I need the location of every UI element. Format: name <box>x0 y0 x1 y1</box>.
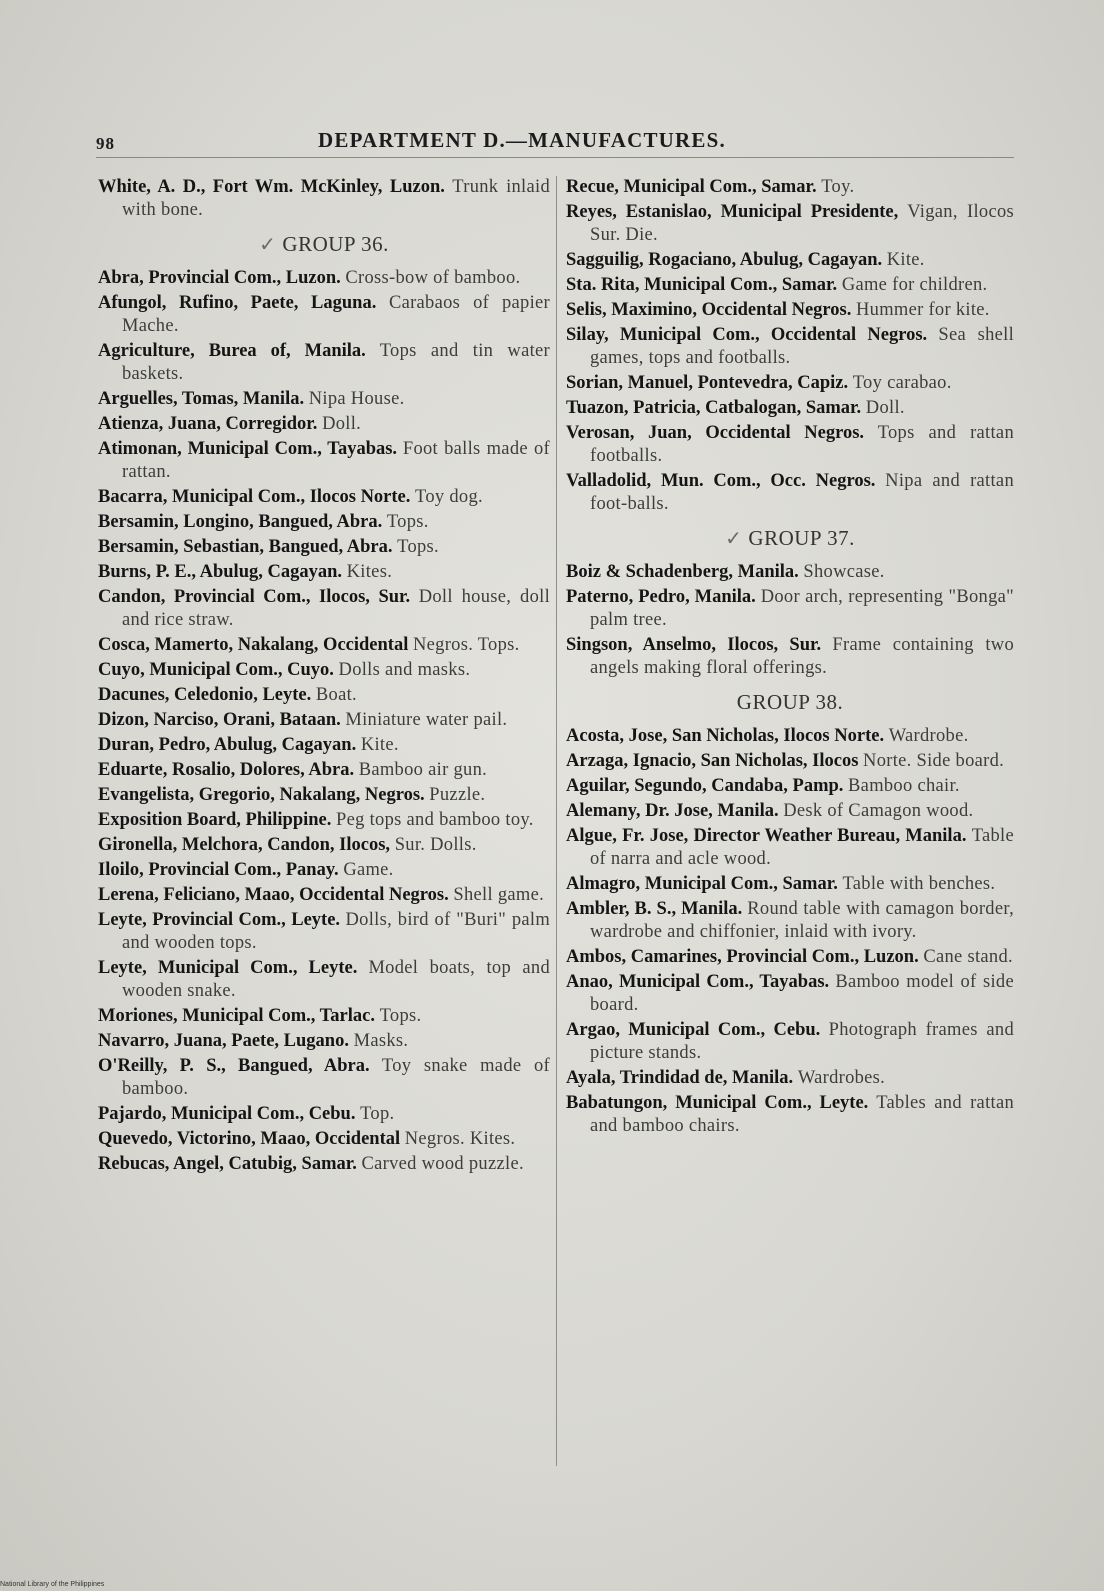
list-item <box>98 388 550 411</box>
list-item <box>566 898 1014 944</box>
exhibit-description: Table with benches. <box>842 874 996 894</box>
exhibitor-name: Lerena, Feliciano, Maao, Occidental Negros. <box>98 885 449 905</box>
exhibit-description: Tops and tin water baskets. <box>122 341 551 384</box>
exhibitor-name: Ambos, Camarines, Provincial Com., Luzon. <box>566 947 919 967</box>
exhibit-description: Shell game. <box>453 885 545 905</box>
list-item <box>98 909 550 955</box>
group-36-entries <box>98 267 550 1176</box>
exhibit-description: Puzzle. <box>429 785 486 805</box>
list-item <box>566 825 1014 871</box>
exhibitor-name: Burns, P. E., Abulug, Cagayan. <box>98 562 343 582</box>
exhibit-description: Cane stand. <box>923 947 1013 967</box>
list-item <box>98 709 550 732</box>
exhibitor-name: Arguelles, Tomas, Manila. <box>98 389 305 409</box>
list-item <box>566 249 1014 272</box>
exhibit-description: Foot balls made of rattan. <box>122 439 550 482</box>
exhibitor-name: Argao, Municipal Com., Cebu. <box>566 1020 821 1040</box>
list-item <box>566 1092 1014 1138</box>
left-top-entries <box>98 176 550 222</box>
group-37-title: GROUP 37. <box>748 526 855 550</box>
list-item <box>98 684 550 707</box>
exhibitor-name: Algue, Fr. Jose, Director Weather Bureau, Manila. <box>566 826 967 846</box>
exhibit-description: Tops. <box>386 512 429 532</box>
list-item <box>98 1055 550 1101</box>
exhibitor-name: Atimonan, Municipal Com., Tayabas. <box>98 439 398 459</box>
exhibit-description: Toy dog. <box>415 487 483 507</box>
list-item <box>98 413 550 436</box>
exhibit-description: Round table with camagon border, wardrobe and chiffonier, inlaid with ivory. <box>590 899 1014 942</box>
page-number: 98 <box>96 134 115 153</box>
exhibit-description: Cross-bow of bamboo. <box>345 268 521 288</box>
list-item <box>566 946 1014 969</box>
exhibitor-name: Bersamin, Longino, Bangued, Abra. <box>98 512 383 532</box>
list-item <box>98 884 550 907</box>
exhibit-description: Bamboo air gun. <box>358 760 488 780</box>
exhibitor-name: Agriculture, Burea of, Manila. <box>98 341 366 361</box>
list-item <box>566 725 1014 748</box>
exhibit-description: Bamboo chair. <box>848 776 960 796</box>
footer-credit: National Library of the Philippines <box>0 1581 105 1588</box>
exhibit-description: Door arch, representing "Bonga" palm tree. <box>590 587 1014 630</box>
exhibitor-name: Bacarra, Municipal Com., Ilocos Norte. <box>98 487 411 507</box>
exhibitor-name: Atienza, Juana, Corregidor. <box>98 414 318 434</box>
list-item <box>98 486 550 509</box>
exhibitor-name: Cosca, Mamerto, Nakalang, Occidental <box>98 635 409 655</box>
list-item <box>98 809 550 832</box>
list-item <box>98 759 550 782</box>
exhibitor-name: Valladolid, Mun. Com., Occ. Negros. <box>566 471 876 491</box>
exhibitor-name: Singson, Anselmo, Ilocos, Sur. <box>566 635 822 655</box>
group-37-heading <box>566 526 1014 551</box>
list-item <box>98 957 550 1003</box>
exhibitor-name: Babatungon, Municipal Com., Leyte. <box>566 1093 869 1113</box>
exhibit-description: Kite. <box>886 250 925 270</box>
exhibit-description: Sur. Dolls. <box>394 835 477 855</box>
list-item <box>98 1030 550 1053</box>
exhibit-description: Carabaos of papier Mache. <box>122 293 551 336</box>
exhibitor-name: Sorian, Manuel, Pontevedra, Capiz. <box>566 373 849 393</box>
exhibit-description: Toy carabao. <box>852 373 952 393</box>
list-item <box>566 561 1014 584</box>
exhibitor-name: Tuazon, Patricia, Catbalogan, Samar. <box>566 398 862 418</box>
exhibitor-name: Bersamin, Sebastian, Bangued, Abra. <box>98 537 393 557</box>
exhibitor-name: Gironella, Melchora, Candon, Ilocos, <box>98 835 391 855</box>
left-column <box>98 176 550 1178</box>
exhibitor-name: Ayala, Trindidad de, Manila. <box>566 1068 794 1088</box>
group-37-entries <box>566 561 1014 680</box>
list-item <box>98 176 550 222</box>
exhibit-description: Masks. <box>353 1031 409 1051</box>
exhibit-description: Desk of Camagon wood. <box>783 801 974 821</box>
list-item <box>566 1067 1014 1090</box>
exhibitor-name: Dizon, Narciso, Orani, Bataan. <box>98 710 341 730</box>
exhibit-description: Tops. <box>397 537 439 557</box>
list-item <box>566 397 1014 420</box>
exhibitor-name: Aguilar, Segundo, Candaba, Pamp. <box>566 776 844 796</box>
list-item <box>98 1153 550 1176</box>
exhibitor-name: Evangelista, Gregorio, Nakalang, Negros. <box>98 785 425 805</box>
check-mark-icon: ✓ <box>259 234 277 256</box>
list-item <box>98 1005 550 1028</box>
exhibitor-name: Selis, Maximino, Occidental Negros. <box>566 300 852 320</box>
exhibit-description: Table of narra and acle wood. <box>590 826 1015 869</box>
exhibit-description: Game. <box>343 860 394 880</box>
group-38-heading <box>566 690 1014 715</box>
list-item <box>566 299 1014 322</box>
exhibitor-name: Exposition Board, Philippine. <box>98 810 332 830</box>
exhibitor-name: Alemany, Dr. Jose, Manila. <box>566 801 779 821</box>
list-item <box>566 470 1014 516</box>
list-item <box>566 634 1014 680</box>
list-item <box>98 340 550 386</box>
exhibit-description: Hummer for kite. <box>855 300 990 320</box>
list-item <box>98 586 550 632</box>
running-head: DEPARTMENT D.—MANUFACTURES. <box>318 128 726 152</box>
exhibitor-name: Paterno, Pedro, Manila. <box>566 587 756 607</box>
list-item <box>98 834 550 857</box>
exhibitor-name: Navarro, Juana, Paete, Lugano. <box>98 1031 349 1051</box>
list-item <box>98 438 550 484</box>
exhibitor-name: Almagro, Municipal Com., Samar. <box>566 874 838 894</box>
list-item <box>98 734 550 757</box>
list-item <box>98 561 550 584</box>
exhibitor-name: Sagguilig, Rogaciano, Abulug, Cagayan. <box>566 250 883 270</box>
exhibit-description: Nipa and rattan foot-balls. <box>590 471 1014 514</box>
header-rule <box>96 157 1014 158</box>
exhibit-description: Negros. Kites. <box>404 1129 516 1149</box>
right-top-entries <box>566 176 1014 516</box>
right-column <box>566 176 1014 1140</box>
exhibit-description: Toy. <box>821 177 855 197</box>
exhibit-description: Trunk inlaid with bone. <box>122 177 550 220</box>
exhibit-description: Frame containing two angels making floral offerings. <box>590 635 1014 678</box>
column-divider <box>556 176 557 1466</box>
list-item <box>98 1103 550 1126</box>
exhibitor-name: Rebucas, Angel, Catubig, Samar. <box>98 1154 357 1174</box>
exhibit-description: Peg tops and bamboo toy. <box>336 810 534 830</box>
list-item <box>566 775 1014 798</box>
list-item <box>566 372 1014 395</box>
exhibitor-name: Reyes, Estanislao, Municipal Presidente, <box>566 202 899 222</box>
exhibit-description: Showcase. <box>803 562 885 582</box>
exhibitor-name: Cuyo, Municipal Com., Cuyo. <box>98 660 334 680</box>
list-item <box>566 1019 1014 1065</box>
group-36-title: GROUP 36. <box>282 232 389 256</box>
exhibit-description: Tables and rattan and bamboo chairs. <box>590 1093 1015 1136</box>
list-item <box>566 800 1014 823</box>
exhibitor-name: Leyte, Provincial Com., Leyte. <box>98 910 341 930</box>
exhibitor-name: Eduarte, Rosalio, Dolores, Abra. <box>98 760 355 780</box>
exhibit-description: Boat. <box>315 685 357 705</box>
list-item <box>98 267 550 290</box>
exhibit-description: Vigan, Ilocos Sur. Die. <box>590 202 1015 245</box>
exhibit-description: Dolls, bird of "Buri" palm and wooden tops. <box>122 910 551 953</box>
exhibit-description: Game for children. <box>841 275 988 295</box>
list-item <box>566 750 1014 773</box>
list-item <box>566 422 1014 468</box>
list-item <box>98 1128 550 1151</box>
exhibitor-name: Leyte, Municipal Com., Leyte. <box>98 958 358 978</box>
list-item <box>98 511 550 534</box>
exhibitor-name: Acosta, Jose, San Nicholas, Ilocos Norte. <box>566 726 885 746</box>
list-item <box>566 873 1014 896</box>
list-item <box>98 859 550 882</box>
exhibit-description: Doll. <box>322 414 362 434</box>
exhibitor-name: Abra, Provincial Com., Luzon. <box>98 268 341 288</box>
exhibit-description: Kite. <box>360 735 399 755</box>
exhibitor-name: Iloilo, Provincial Com., Panay. <box>98 860 339 880</box>
exhibitor-name: Sta. Rita, Municipal Com., Samar. <box>566 275 838 295</box>
list-item <box>98 292 550 338</box>
exhibitor-name: Boiz & Schadenberg, Manila. <box>566 562 799 582</box>
list-item <box>566 176 1014 199</box>
list-item <box>566 201 1014 247</box>
list-item <box>98 659 550 682</box>
exhibitor-name: O'Reilly, P. S., Bangued, Abra. <box>98 1056 370 1076</box>
exhibit-description: Dolls and masks. <box>338 660 471 680</box>
exhibit-description: Sea shell games, tops and footballs. <box>590 325 1015 368</box>
exhibit-description: Carved wood puzzle. <box>361 1154 524 1174</box>
exhibitor-name: Silay, Municipal Com., Occidental Negros. <box>566 325 928 345</box>
exhibit-description: Kites. <box>346 562 393 582</box>
check-mark-icon: ✓ <box>725 528 743 550</box>
exhibit-description: Toy snake made of bamboo. <box>122 1056 550 1099</box>
exhibitor-name: Afungol, Rufino, Paete, Laguna. <box>98 293 377 313</box>
list-item <box>98 784 550 807</box>
exhibit-description: Negros. Tops. <box>412 635 520 655</box>
list-item <box>98 536 550 559</box>
exhibit-description: Photograph frames and picture stands. <box>590 1020 1014 1063</box>
exhibit-description: Model boats, top and wooden snake. <box>122 958 551 1001</box>
exhibitor-name: Pajardo, Municipal Com., Cebu. <box>98 1104 356 1124</box>
exhibit-description: Doll. <box>865 398 905 418</box>
exhibitor-name: Moriones, Municipal Com., Tarlac. <box>98 1006 375 1026</box>
exhibitor-name: White, A. D., Fort Wm. McKinley, Luzon. <box>98 177 445 197</box>
list-item <box>566 324 1014 370</box>
exhibitor-name: Recue, Municipal Com., Samar. <box>566 177 817 197</box>
exhibitor-name: Ambler, B. S., Manila. <box>566 899 743 919</box>
exhibit-description: Tops. <box>379 1006 422 1026</box>
exhibit-description: Wardrobe. <box>888 726 969 746</box>
group-38-title: GROUP 38. <box>736 690 844 714</box>
group-36-heading <box>98 232 550 257</box>
exhibitor-name: Verosan, Juan, Occidental Negros. <box>566 423 865 443</box>
list-item <box>566 971 1014 1017</box>
exhibitor-name: Dacunes, Celedonio, Leyte. <box>98 685 312 705</box>
exhibitor-name: Arzaga, Ignacio, San Nicholas, Ilocos <box>566 751 859 771</box>
exhibit-description: Bamboo model of side board. <box>590 972 1014 1015</box>
list-item <box>98 634 550 657</box>
exhibitor-name: Quevedo, Victorino, Maao, Occidental <box>98 1129 401 1149</box>
exhibit-description: Tops and rattan footballs. <box>590 423 1014 466</box>
group-38-entries <box>566 725 1014 1138</box>
exhibit-description: Top. <box>360 1104 395 1124</box>
exhibit-description: Norte. Side board. <box>863 751 1005 771</box>
exhibit-description: Doll house, doll and rice straw. <box>122 587 551 630</box>
exhibit-description: Miniature water pail. <box>345 710 508 730</box>
exhibit-description: Nipa House. <box>308 389 405 409</box>
exhibitor-name: Anao, Municipal Com., Tayabas. <box>566 972 830 992</box>
list-item <box>566 586 1014 632</box>
exhibit-description: Wardrobes. <box>797 1068 886 1088</box>
list-item <box>566 274 1014 297</box>
exhibitor-name: Candon, Provincial Com., Ilocos, Sur. <box>98 587 411 607</box>
exhibitor-name: Duran, Pedro, Abulug, Cagayan. <box>98 735 357 755</box>
